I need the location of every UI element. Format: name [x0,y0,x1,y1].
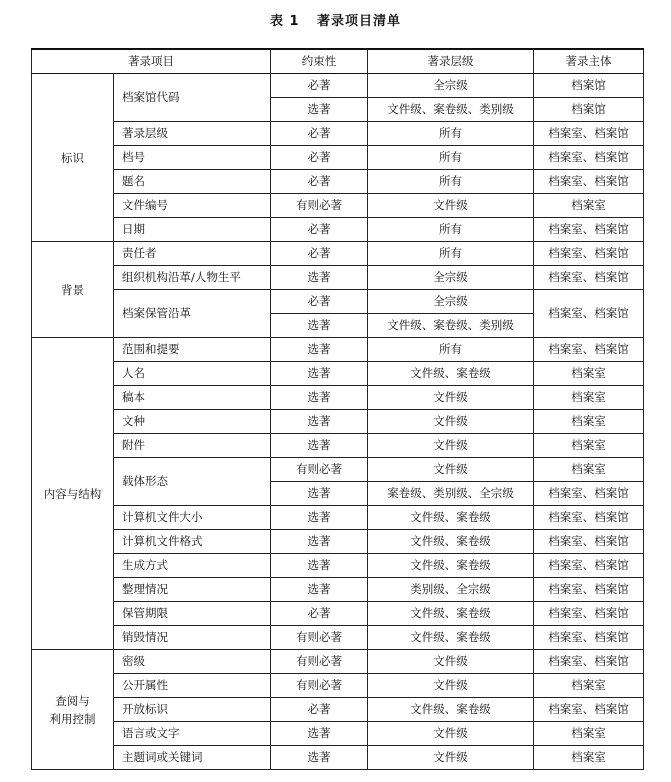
table-row [32,458,644,482]
table-row [32,722,644,746]
item-name: 语言或文字 [114,722,271,746]
item-name: 文件编号 [114,194,271,218]
level-cell: 文件级 [368,434,534,458]
item-name: 档案保管沿革 [114,290,271,338]
level-cell: 文件级 [368,650,534,674]
constraint-cell: 有则必著 [271,458,368,482]
item-name: 文种 [114,410,271,434]
constraint-cell: 有则必著 [271,674,368,698]
item-name: 计算机文件大小 [114,506,271,530]
subject-cell: 档案室、档案馆 [534,578,644,602]
level-cell: 文件级、案卷级 [368,602,534,626]
constraint-cell: 选著 [271,314,368,338]
item-name: 著录层级 [114,122,271,146]
level-cell: 文件级、案卷级、类别级 [368,98,534,122]
subject-cell: 档案室 [534,434,644,458]
subject-cell: 档案室、档案馆 [534,266,644,290]
table-row [32,386,644,410]
level-cell: 文件级 [368,458,534,482]
item-name: 责任者 [114,242,271,266]
constraint-cell: 必著 [271,146,368,170]
subject-cell: 档案室、档案馆 [534,626,644,650]
level-cell: 文件级 [368,410,534,434]
table-row [32,698,644,722]
constraint-cell: 必著 [271,122,368,146]
item-name: 范围和提要 [114,338,271,362]
constraint-cell: 选著 [271,578,368,602]
subject-cell: 档案室 [534,458,644,482]
subject-cell: 档案室、档案馆 [534,122,644,146]
constraint-cell: 有则必著 [271,626,368,650]
table-row [32,242,644,266]
table-row [32,746,644,770]
item-name: 销毁情况 [114,626,271,650]
subject-cell: 档案室、档案馆 [534,338,644,362]
subject-cell: 档案室、档案馆 [534,530,644,554]
constraint-cell: 必著 [271,170,368,194]
group-name: 内容与结构 [32,338,114,650]
item-name: 稿本 [114,386,271,410]
level-cell: 文件级、案卷级 [368,554,534,578]
item-name: 组织机构沿革/人物生平 [114,266,271,290]
level-cell: 全宗级 [368,74,534,98]
subject-cell: 档案室 [534,194,644,218]
table-row [32,290,644,314]
subject-cell: 档案室、档案馆 [534,290,644,338]
subject-cell: 档案馆 [534,74,644,98]
subject-cell: 档案室、档案馆 [534,146,644,170]
level-cell: 案卷级、类别级、全宗级 [368,482,534,506]
subject-cell: 档案室、档案馆 [534,242,644,266]
header-item: 著录项目 [32,49,271,74]
subject-cell: 档案馆 [534,98,644,122]
level-cell: 文件级 [368,746,534,770]
level-cell: 所有 [368,146,534,170]
subject-cell: 档案室、档案馆 [534,698,644,722]
item-name: 密级 [114,650,271,674]
level-cell: 所有 [368,170,534,194]
table-row [32,266,644,290]
level-cell: 所有 [368,338,534,362]
constraint-cell: 选著 [271,746,368,770]
level-cell: 文件级、案卷级 [368,506,534,530]
table-row [32,530,644,554]
item-name: 整理情况 [114,578,271,602]
table-row [32,674,644,698]
item-name: 附件 [114,434,271,458]
constraint-cell: 有则必著 [271,194,368,218]
constraint-cell: 选著 [271,530,368,554]
table-title: 著录项目清单 [317,14,402,29]
constraint-cell: 必著 [271,74,368,98]
subject-cell: 档案室 [534,362,644,386]
item-name: 日期 [114,218,271,242]
header-level: 著录层级 [368,49,534,74]
subject-cell: 档案室 [534,674,644,698]
subject-cell: 档案室、档案馆 [534,650,644,674]
group-name [32,650,114,770]
table-row [32,554,644,578]
item-name: 生成方式 [114,554,271,578]
catalog-items-table [31,48,644,770]
level-cell: 类别级、全宗级 [368,578,534,602]
table-row [32,434,644,458]
header-constraint: 约束性 [271,49,368,74]
item-name: 计算机文件格式 [114,530,271,554]
item-name: 载体形态 [114,458,271,506]
constraint-cell: 必著 [271,290,368,314]
constraint-cell: 选著 [271,98,368,122]
level-cell: 文件级、案卷级 [368,698,534,722]
table-row [32,146,644,170]
table-row [32,578,644,602]
subject-cell: 档案室 [534,746,644,770]
level-cell: 文件级、案卷级 [368,530,534,554]
level-cell: 文件级 [368,386,534,410]
table-row [32,338,644,362]
group-name-line: 利用控制 [49,711,96,726]
subject-cell: 档案室 [534,386,644,410]
constraint-cell: 必著 [271,698,368,722]
level-cell: 文件级、案卷级 [368,362,534,386]
constraint-cell: 必著 [271,602,368,626]
table-number: 表 1 [269,14,300,29]
subject-cell: 档案室 [534,410,644,434]
table-row [32,626,644,650]
group-name: 背景 [32,242,114,338]
item-name: 主题词或关键词 [114,746,271,770]
constraint-cell: 选著 [271,338,368,362]
subject-cell: 档案室 [534,722,644,746]
level-cell: 文件级、案卷级、类别级 [368,314,534,338]
level-cell: 全宗级 [368,266,534,290]
level-cell: 所有 [368,218,534,242]
table-row [32,506,644,530]
table-row [32,74,644,98]
level-cell: 所有 [368,242,534,266]
constraint-cell: 选著 [271,434,368,458]
item-name: 保管期限 [114,602,271,626]
group-name-line: 查阅与 [55,693,90,708]
constraint-cell: 选著 [271,362,368,386]
table-row [32,170,644,194]
subject-cell: 档案室、档案馆 [534,218,644,242]
table-row [32,122,644,146]
header-subject: 著录主体 [534,49,644,74]
constraint-cell: 有则必著 [271,650,368,674]
level-cell: 文件级、案卷级 [368,626,534,650]
table-row [32,194,644,218]
item-name: 开放标识 [114,698,271,722]
item-name: 题名 [114,170,271,194]
constraint-cell: 选著 [271,506,368,530]
item-name: 档号 [114,146,271,170]
level-cell: 文件级 [368,722,534,746]
table-row [32,650,644,674]
item-name: 公开属性 [114,674,271,698]
item-name: 人名 [114,362,271,386]
level-cell: 全宗级 [368,290,534,314]
constraint-cell: 必著 [271,242,368,266]
item-name: 档案馆代码 [114,74,271,122]
constraint-cell: 选著 [271,266,368,290]
table-header-row [32,49,644,74]
constraint-cell: 选著 [271,554,368,578]
level-cell: 文件级 [368,674,534,698]
constraint-cell: 选著 [271,482,368,506]
constraint-cell: 选著 [271,386,368,410]
subject-cell: 档案室、档案馆 [534,506,644,530]
constraint-cell: 必著 [271,218,368,242]
constraint-cell: 选著 [271,410,368,434]
subject-cell: 档案室、档案馆 [534,554,644,578]
table-row [32,410,644,434]
subject-cell: 档案室、档案馆 [534,482,644,506]
subject-cell: 档案室、档案馆 [534,170,644,194]
group-name: 标识 [32,74,114,242]
table-caption [0,10,671,29]
level-cell: 文件级 [368,194,534,218]
level-cell: 所有 [368,122,534,146]
constraint-cell: 选著 [271,722,368,746]
table-row [32,218,644,242]
table-row [32,362,644,386]
table-row [32,602,644,626]
subject-cell: 档案室、档案馆 [534,602,644,626]
